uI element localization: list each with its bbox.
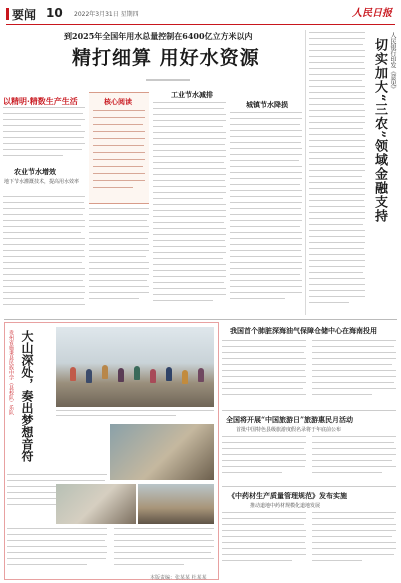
lead-headline: 精打细算 用好水资源 (72, 47, 260, 69)
lead-kicker: 到2025年全国年用水总量控制在6400亿立方米以内 (64, 31, 253, 41)
urban-subhead: 城镇节水降损 (246, 100, 288, 109)
core-reading-title: 核心阅读 (104, 97, 132, 106)
left-subhead-note: 地下节水灌溉技术，提高用水效率 (4, 179, 80, 185)
news-2-headline: 全国将开展“中国旅游日”旅游惠民月活动 (226, 415, 354, 424)
byline-placeholder (146, 79, 190, 81)
feature-main-photo (56, 327, 214, 407)
mid-text-block-1 (153, 102, 226, 312)
feature-dek: 贵州省施秉县民族中学（县校队）乐队 (8, 330, 14, 415)
feature-photo-3 (56, 484, 136, 524)
news-3-subhead: 推动道地中药材规模化道地发展 (250, 503, 321, 509)
news-1-headline: 我国首个肺脏深海油气保障仓储中心在海南投用 (230, 326, 377, 335)
sidebar-text-left (309, 32, 365, 310)
left-text-block-1 (3, 107, 85, 163)
issue-date: 2022年3月31日 星期四 (74, 11, 139, 18)
sidebar-headline-box (368, 30, 398, 315)
industry-subhead: 工业节水减排 (171, 90, 213, 99)
news-divider-1 (222, 410, 396, 411)
section-name: 要闻 (12, 8, 37, 22)
feature-photo-2 (110, 424, 214, 480)
news-1-text (222, 340, 396, 406)
sidebar-divider (305, 30, 306, 315)
left-subhead: 农业节水增效 (14, 167, 56, 176)
section-marker (6, 8, 9, 20)
feature-title-box (7, 330, 51, 470)
top-rule (6, 24, 395, 25)
left-section-head: 以精明·精数生产生活 (3, 96, 78, 106)
feature-text-block-2 (7, 528, 214, 574)
news-3-headline: 《中药材生产质量管理规范》发布实施 (228, 491, 347, 500)
core-reading-text (93, 110, 145, 198)
page-number: 10 (46, 6, 63, 20)
sidebar-source: 人民银行印发《意见》 (389, 32, 396, 92)
mid-text-block-2 (230, 112, 302, 312)
news-3-text (222, 512, 396, 570)
newspaper-logo: 人民日报 (352, 8, 392, 19)
news-2-subhead: 首批中国特色县级旅游度假名录将于年底前公布 (236, 427, 342, 433)
section-divider (4, 319, 397, 320)
center-text-block (89, 208, 149, 308)
news-2-text (222, 436, 396, 482)
page-footer: 本版责编：张某某 杜某某 (150, 575, 207, 581)
feature-title: 大山深处，奏出梦想音符 (20, 330, 34, 462)
left-text-block-2 (3, 196, 85, 316)
feature-caption-lines (56, 410, 214, 420)
sidebar-headline: 切实加大“三农”领域金融支持 (372, 38, 387, 223)
feature-photo-4 (138, 484, 214, 524)
news-divider-2 (222, 486, 396, 487)
